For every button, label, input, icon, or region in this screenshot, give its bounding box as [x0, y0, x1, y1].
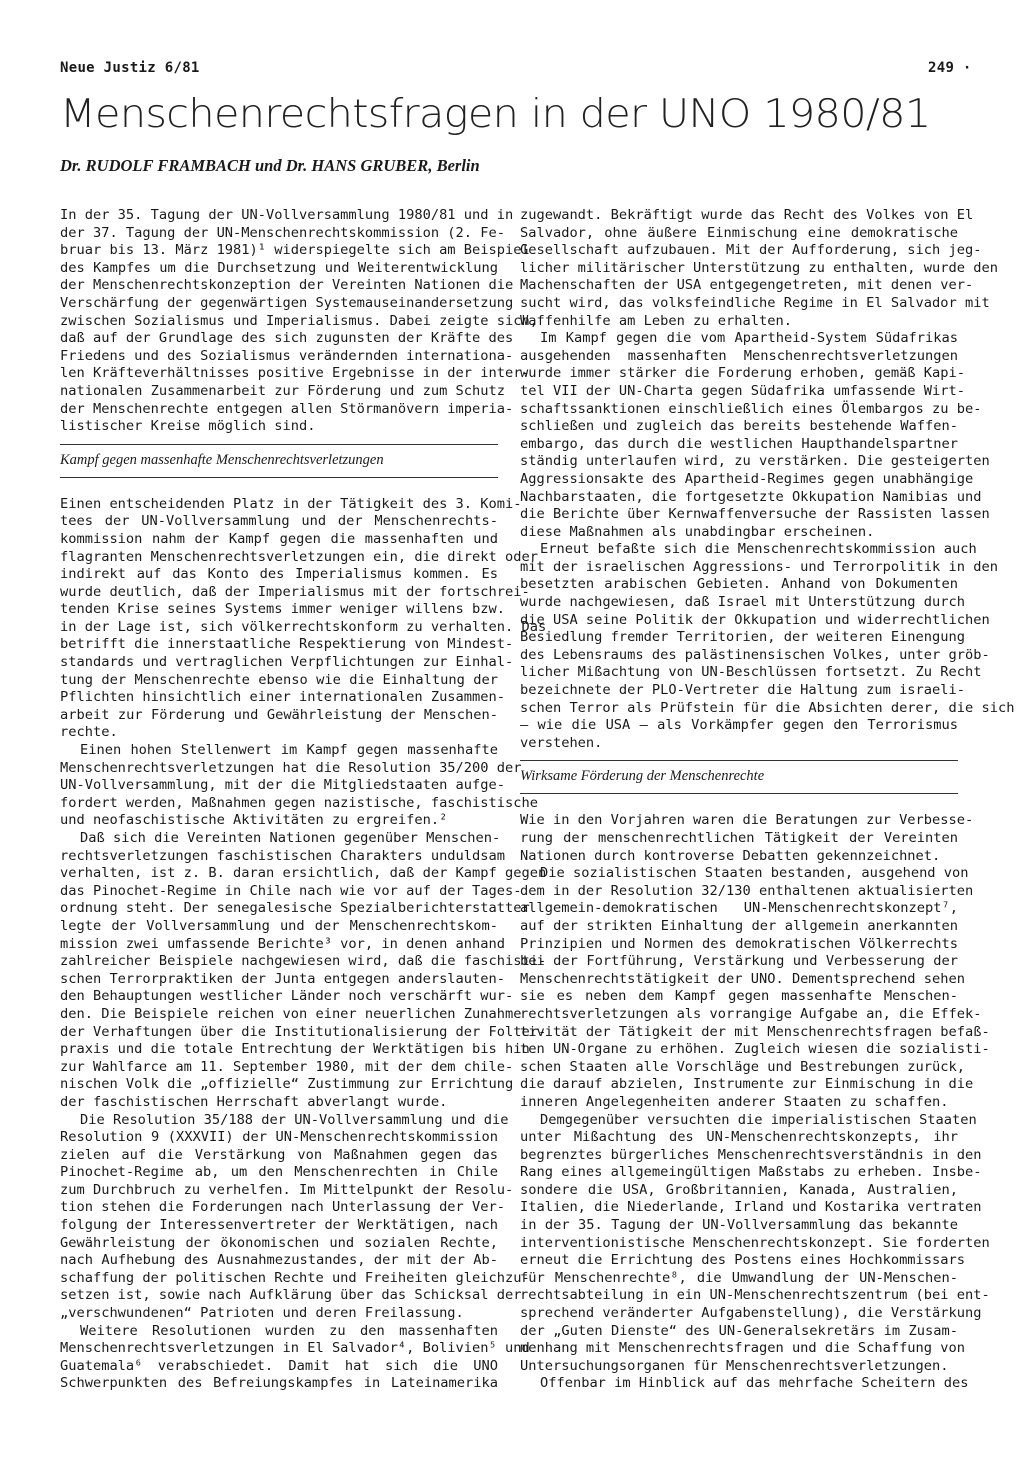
text-line: ten UN-Organe zu erhöhen. Zugleich wiesen die sozialisti- — [520, 1041, 990, 1058]
text-line: schließen und zugleich das bereits bestehende Waffen- — [520, 418, 958, 435]
text-line: Untersuchungsorganen für Menschenrechtsverletzungen. — [520, 1357, 949, 1374]
text-line: die USA seine Politik der Okkupation und widerrechtlichen — [520, 611, 990, 628]
text-line: auf der strikten Einhaltung der allgemein anerkannten — [520, 917, 958, 934]
text-line: Nationen durch kontroverse Debatten gekennzeichnet. — [520, 847, 941, 864]
text-line: Menschenrechtstätigkeit der UNO. Dementsprechend sehen — [520, 970, 965, 987]
text-line: Italien, die Niederlande, Irland und Kostarika vertraten — [520, 1199, 982, 1216]
text-line: das Pinochet-Regime in Chile nach wie vor auf der Tages- — [60, 882, 522, 899]
text-line: nach Aufhebung des Ausnahmezustandes, der mit der Ab- — [60, 1252, 498, 1269]
text-line: Guatemala⁶ verabschiedet. Damit hat sich die UNO — [60, 1357, 498, 1374]
text-line: allgemein-demokratischen UN-Menschenrechtskonzept⁷, — [520, 900, 958, 917]
text-line: und neofaschistische Aktivitäten zu ergreifen.² — [60, 812, 448, 829]
text-line: rechte. — [60, 724, 118, 741]
text-line: der Menschenrechtskonzeption der Vereinten Nationen die — [60, 277, 514, 294]
text-line: legte der Vollversammlung und der Menschenrechtskom- — [60, 917, 498, 934]
text-line: nationalen Zusammenarbeit zur Förderung und zum Schutz — [60, 382, 505, 399]
paragraph — [60, 1111, 530, 1323]
text-line: Im Kampf gegen die vom Apartheid-System Südafrikas — [540, 330, 958, 347]
text-line: Einen entscheidenden Platz in der Tätigkeit des 3. Komi- — [60, 495, 522, 512]
text-line: arbeit zur Förderung und Gewährleistung der Menschen- — [60, 706, 498, 723]
text-line: tion stehen die Forderungen nach Unterlassung der Ver- — [60, 1199, 505, 1216]
text-line: zwischen Sozialismus und Imperialismus. Dabei zeigte sich, — [60, 312, 538, 329]
text-line: mit der israelischen Aggressions- und Terrorpolitik in den — [520, 558, 998, 575]
paragraph — [60, 830, 547, 1112]
text-line: des Kampfes um die Durchsetzung und Weiterentwicklung — [60, 259, 498, 276]
text-line: Aggressionsakte des Apartheid-Regimes gegen unabhängige — [520, 470, 974, 487]
text-line: tenden Krise seines Systems immer weniger willens bzw. — [60, 601, 505, 618]
text-line: Menschenrechtsverletzungen hat die Resolution 35/200 der — [60, 759, 522, 776]
text-line: Offenbar im Hinblick auf das mehrfache Scheitern des — [540, 1375, 969, 1392]
text-line: Erneut befaßte sich die Menschenrechtskommission auch — [540, 541, 977, 558]
text-line: Daß sich die Vereinten Nationen gegenüber Menschen- — [80, 830, 501, 846]
text-line: len Kräfteverhältnisses positive Ergebnisse in der inter- — [60, 365, 530, 382]
text-line: tees der UN-Vollversammlung und der Menschenrechts- — [60, 513, 498, 530]
text-line: wurde deutlich, daß der Imperialismus mit der fortschrei- — [60, 583, 530, 600]
text-line: In der 35. Tagung der UN-Vollversammlung 1980/81 und in — [60, 207, 514, 223]
text-line: die darauf abzielen, Instrumente zur Einmischung in die — [520, 1076, 974, 1093]
column-right — [520, 207, 1015, 1393]
text-line: Wie in den Vorjahren waren die Beratungen zur Verbesse- — [520, 812, 974, 829]
text-line: zielen auf die Verstärkung von Maßnahmen gegen das — [60, 1146, 498, 1163]
text-line: rung der menschenrechtlichen Tätigkeit der Vereinten — [520, 830, 958, 846]
text-line: schaftssanktionen einschließlich eines Ölembargos zu be- — [520, 400, 982, 417]
text-line: UN-Vollversammlung, mit der die Mitgliedstaaten aufge- — [60, 777, 505, 794]
text-line: Verschärfung der gegenwärtigen Systemauseinandersetzung — [60, 294, 514, 311]
text-line: Menschenrechtsverletzungen in El Salvador⁴, Bolivien⁵ und — [60, 1340, 530, 1357]
page-number: 249 · — [928, 60, 972, 76]
text-line: Nachbarstaaten, die fortgesetzte Okkupation Namibias und — [520, 488, 982, 505]
text-line: des Lebensraums des palästinensischen Volkes, unter gröb- — [520, 646, 990, 663]
text-line: folgung der Interessenvertreter der Werktätigen, nach — [60, 1217, 498, 1234]
text-line: listischer Kreise möglich sind. — [60, 418, 316, 435]
text-line: Demgegenüber versuchten die imperialistischen Staaten — [540, 1111, 977, 1128]
text-line: kommission nahm der Kampf gegen die massenhaften und — [60, 530, 498, 547]
paragraph — [60, 1322, 530, 1393]
text-line: für Menschenrechte⁸, die Umwandlung der UN-Menschen- — [520, 1269, 958, 1286]
section-heading: Kampf gegen massenhafte Menschenrechtsverletzungen — [60, 451, 384, 468]
text-line: licher Mißachtung von UN-Beschlüssen fortsetzt. Zu Recht — [520, 664, 982, 681]
text-line: Einen hohen Stellenwert im Kampf gegen massenhafte — [80, 742, 498, 759]
text-line: verstehen. — [520, 734, 603, 751]
article-title: Menschenrechtsfragen in der UNO 1980/81 — [60, 92, 931, 137]
text-line: sondere die USA, Großbritannien, Kanada, Australien, — [520, 1181, 958, 1198]
paragraph — [520, 1375, 969, 1393]
paragraph — [60, 495, 547, 742]
section-rule-top — [520, 760, 958, 761]
text-line: zum Durchbruch zu verhelfen. Im Mittelpunkt der Resolu- — [60, 1181, 514, 1198]
text-line: daß auf der Grundlage des sich zugunsten der Kräfte des — [60, 330, 514, 347]
text-line: verhalten, ist z. B. daran ersichtlich, daß der Kampf gegen — [60, 865, 547, 882]
text-line: Friedens und des Sozialismus verändernden internationa- — [60, 347, 514, 364]
text-line: zugewandt. Bekräftigt wurde das Recht des Volkes von El — [520, 207, 974, 223]
text-line: inneren Angelegenheiten anderer Staaten zu schaffen. — [520, 1093, 949, 1110]
text-line: praxis und die totale Entrechtung der Werktätigen bis hin — [60, 1041, 530, 1058]
text-line: „verschwundenen“ Patrioten und deren Freilassung. — [60, 1305, 464, 1322]
text-line: rechtsabteilung in ein UN-Menschenrechtszentrum (bei ent- — [520, 1287, 990, 1304]
text-line: besetzten arabischen Gebieten. Anhand von Dokumenten — [520, 576, 958, 593]
text-line: Machenschaften der USA entgegengetreten, mit denen ver- — [520, 277, 974, 294]
text-line: rechtsverletzungen als vorrangige Aufgabe an, die Effek- — [520, 1005, 982, 1022]
text-line: sprechend veränderter Aufgabenstellung), die Verstärkung — [520, 1305, 982, 1322]
paragraph — [520, 330, 990, 541]
text-line: Die sozialistischen Staaten bestanden, ausgehend von — [540, 865, 969, 882]
text-line: den Behauptungen westlicher Länder noch verschärft wur- — [60, 988, 514, 1005]
text-line: menhang mit Menschenrechtsfragen und die Schaffung von — [520, 1340, 965, 1357]
section-rule-bottom — [520, 793, 958, 794]
text-line: Pinochet-Regime ab, um den Menschenrechten in Chile — [60, 1164, 498, 1181]
text-line: schen Staaten alle Vorschläge und Bestrebungen zurück, — [520, 1058, 965, 1075]
text-line: schen Terror als Prüfstein für die Absichten derer, die sich — [520, 699, 1015, 716]
text-line: zahlreicher Beispiele nachgewiesen wird, daß die faschisti- — [60, 953, 547, 970]
text-line: schen Terrorpraktiken der Junta entgegen anderslauten- — [60, 970, 505, 987]
text-line: ständig unterlaufen wird, zu verstärken. Die gesteigerten — [520, 453, 990, 470]
paragraph — [60, 742, 538, 830]
text-line: wurde nachgewiesen, daß Israel mit Unterstützung durch — [520, 594, 965, 611]
paragraph — [520, 865, 990, 1111]
text-line: sucht wird, das volksfeindliche Regime in El Salvador mit — [520, 294, 990, 311]
text-line: in der Lage ist, sich völkerrechtskonform zu verhalten. Das — [60, 618, 547, 635]
text-line: den. Die Beispiele reichen von einer neuerlichen Zunahme — [60, 1005, 522, 1022]
text-line: bezeichnete der PLO-Vertreter die Haltung zum israeli- — [520, 682, 965, 699]
paragraph — [520, 207, 998, 330]
text-line: tung der Menschenrechte ebenso wie die Einhaltung der — [60, 671, 498, 688]
section-rule-top — [60, 444, 498, 445]
text-line: betrifft die innerstaatliche Respektierung von Mindest- — [60, 636, 514, 653]
text-line: fordert werden, Maßnahmen gegen nazistische, faschistische — [60, 794, 538, 811]
text-line: setzen ist, sowie nach Aufklärung über das Schicksal der — [60, 1287, 522, 1304]
text-line: tivität der Tätigkeit der mit Menschenrechtsfragen befaß- — [520, 1023, 990, 1040]
text-line: erneut die Errichtung des Postens eines Hochkommissars — [520, 1252, 965, 1269]
text-line: schaffung der politischen Rechte und Freiheiten gleichzu- — [60, 1269, 530, 1286]
text-line: zur Wahlfarce am 11. September 1980, mit der dem chile- — [60, 1058, 514, 1075]
text-line: ausgehenden massenhaften Menschenrechtsverletzungen — [520, 347, 958, 364]
section-rule-bottom — [60, 477, 498, 478]
text-line: nischen Volk die „offizielle“ Zustimmung zur Errichtung — [60, 1076, 514, 1093]
text-line: Gesellschaft aufzubauen. Mit der Aufforderung, sich jeg- — [520, 242, 982, 259]
text-line: standards und vertraglichen Verpflichtungen zur Einhal- — [60, 654, 514, 671]
text-line: der „Guten Dienste“ des UN-Generalsekretärs im Zusam- — [520, 1322, 958, 1339]
text-line: sie es neben dem Kampf gegen massenhafte Menschen- — [520, 988, 958, 1005]
text-line: Schwerpunkten des Befreiungskampfes in Lateinamerika — [60, 1375, 498, 1392]
text-line: der faschistischen Herrschaft abverlangt wurde. — [60, 1093, 448, 1110]
paragraph — [520, 812, 974, 865]
text-line: in der 35. Tagung der UN-Vollversammlung das bekannte — [520, 1217, 958, 1234]
text-line: begrenztes bürgerliches Menschenrechtsverständnis in den — [520, 1146, 982, 1163]
text-line: interventionistische Menschenrechtskonzept. Sie forderten — [520, 1234, 990, 1251]
paragraph — [520, 1111, 990, 1376]
text-line: ordnung steht. Der senegalesische Spezialberichterstatter — [60, 900, 530, 917]
article-authors: Dr. RUDOLF FRAMBACH und Dr. HANS GRUBER, Berlin — [60, 156, 480, 175]
text-line: Prinzipien und Normen des demokratischen Völkerrechts — [520, 935, 958, 952]
text-line: Gewährleistung der ökonomischen und sozialen Rechte, — [60, 1234, 498, 1251]
text-line: Resolution 9 (XXXVII) der UN-Menschenrechtskommission — [60, 1129, 498, 1146]
text-line: wurde immer stärker die Forderung erhoben, gemäß Kapi- — [520, 365, 965, 382]
text-line: indirekt auf das Konto des Imperialismus kommen. Es — [60, 566, 498, 583]
text-line: rechtsverletzungen faschistischen Charakters unduldsam — [60, 847, 505, 864]
text-line: unter Mißachtung des UN-Menschenrechtskonzepts, ihr — [520, 1129, 958, 1146]
text-line: embargo, das durch die westlichen Haupthandelspartner — [520, 435, 958, 452]
text-line: bei der Fortführung, Verstärkung und Verbesserung der — [520, 953, 958, 970]
journal-issue: Neue Justiz 6/81 — [60, 60, 200, 76]
text-line: Weitere Resolutionen wurden zu den massenhaften — [80, 1322, 498, 1339]
intro-paragraph — [60, 207, 538, 436]
paragraph — [520, 541, 1015, 752]
text-line: dem in der Resolution 32/130 enthaltenen aktualisierten — [520, 882, 974, 899]
text-line: Besiedlung fremder Territorien, der weiteren Einengung — [520, 629, 965, 646]
text-line: tel VII der UN-Charta gegen Südafrika umfassende Wirt- — [520, 382, 965, 399]
text-line: die Berichte über Kernwaffenversuche der Rassisten lassen — [520, 506, 990, 523]
column-left — [60, 207, 547, 1393]
text-line: der 37. Tagung der UN-Menschenrechtskommission (2. Fe- — [60, 224, 505, 241]
text-line: mission zwei umfassende Berichte³ vor, in denen anhand — [60, 935, 505, 952]
text-line: licher militärischer Unterstützung zu enthalten, wurde den — [520, 259, 998, 276]
text-line: der Verhaftungen über die Institutionalisierung der Folter- — [60, 1023, 547, 1040]
text-line: Waffenhilfe am Leben zu erhalten. — [520, 312, 792, 329]
text-line: der Menschenrechte entgegen allen Störmanövern imperia- — [60, 400, 514, 417]
text-line: — wie die USA — als Vorkämpfer gegen den Terrorismus — [520, 717, 958, 734]
text-line: Rang eines allgemeingültigen Maßstabs zu erheben. Insbe- — [520, 1164, 982, 1181]
text-line: Pflichten hinsichtlich einer internationalen Zusammen- — [60, 689, 505, 706]
text-line: Salvador, ohne äußere Einmischung eine demokratische — [520, 224, 958, 241]
text-line: flagranten Menschenrechtsverletzungen ein, die direkt oder — [60, 548, 538, 565]
section-heading: Wirksame Förderung der Menschenrechte — [520, 768, 765, 785]
text-line: Die Resolution 35/188 der UN-Vollversammlung und die — [80, 1111, 509, 1128]
text-line: bruar bis 13. März 1981)¹ widerspiegelte sich am Beispiel — [60, 242, 530, 259]
text-line: diese Maßnahmen als unabdingbar erscheinen. — [520, 523, 875, 540]
